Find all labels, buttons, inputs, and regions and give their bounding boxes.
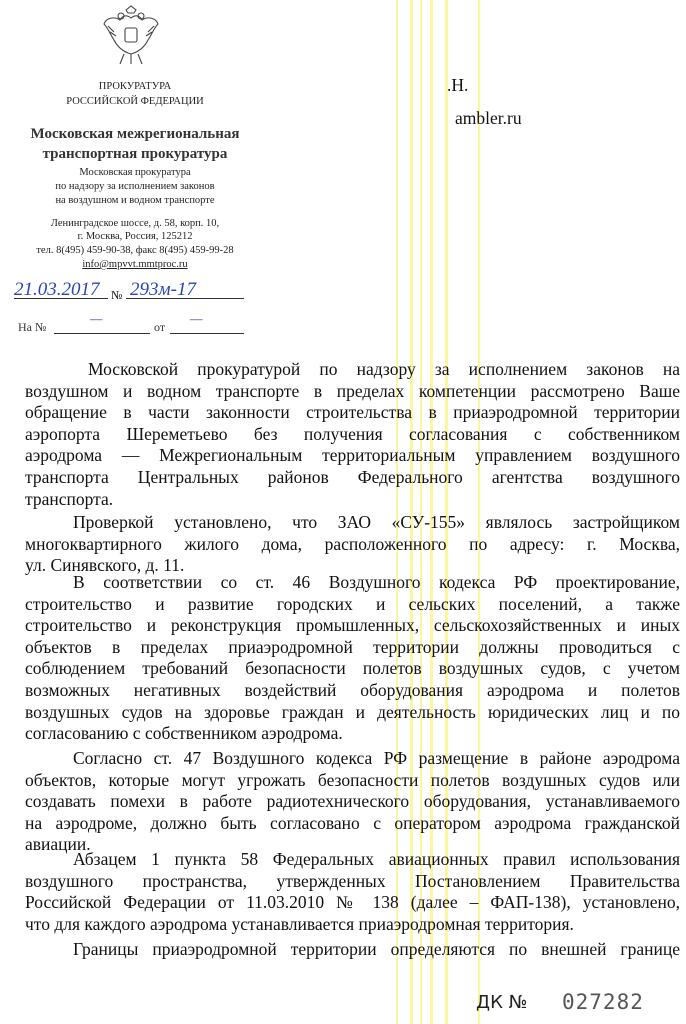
ref-date: — <box>190 312 203 327</box>
body-line: объектов в пределах приаэродромной территории должны проводиться с <box>25 636 680 657</box>
body-line: Московской прокуратурой по надзору за исполнением законов на <box>88 359 680 379</box>
body-line: аэродрома — Межрегиональным территориальным управлением воздушного <box>25 445 680 466</box>
body-line: Проверкой установлено, что ЗАО «СУ-155» являлось застройщиком <box>73 512 680 532</box>
body-line: Российской Федерации от 11.03.2010 № 138 (далее – ФАП-138), установлено, <box>25 892 680 913</box>
body-line: транспорта Центральных районов Федерального агентства воздушного <box>25 467 680 487</box>
org-name-line2: РОССИЙСКОЙ ФЕДЕРАЦИИ <box>66 96 204 107</box>
phone-line: тел. 8(495) 459-90-38, факс 8(495) 459-99-28 <box>36 245 234 256</box>
ref-label: На № <box>18 320 47 334</box>
dk-number: 027282 <box>562 990 644 1014</box>
ref-date-underline <box>170 333 244 334</box>
body-line: согласованию с собственником аэродрома. <box>25 723 343 744</box>
body-line: аэропорта Шереметьево без получения согласования с собственником <box>25 423 680 444</box>
number-label: № <box>111 288 123 302</box>
body-line: создавать помехи в работе радиотехнического оборудования, устанавливаемого <box>25 791 680 812</box>
sub-dept-line1: Московская прокуратура <box>79 167 191 178</box>
address-line1: Ленинградское шоссе, д. 58, корп. 10, <box>50 218 220 229</box>
email-link[interactable]: info@mpvvt.mmtproc.ru <box>82 259 188 270</box>
dept-name-line1: Московская межрегиональная <box>30 126 240 142</box>
ref-number-underline <box>54 333 150 334</box>
recipient-name: .Н. <box>447 75 469 95</box>
body-line: возможных негативных воздействий оборудования аэродрома и полетов <box>25 680 680 700</box>
body-line: обращение в части законности строительства в приаэродромной территории <box>25 402 680 423</box>
recipient-email: ambler.ru <box>455 108 522 128</box>
dk-label: ДК № <box>476 992 528 1013</box>
ref-number: — <box>90 312 103 327</box>
body-line: на аэродроме, должно быть согласовано с оператором аэродрома гражданской <box>25 812 680 833</box>
body-line: В соответствии со ст. 46 Воздушного кодекса РФ проектирование, <box>73 572 680 592</box>
outgoing-date: 21.03.2017 <box>14 279 100 300</box>
org-name-line1: ПРОКУРАТУРА <box>98 81 172 92</box>
body-line: воздушных судов на здоровье граждан и деятельность юридических лиц и по <box>25 701 680 722</box>
ref-from-label: от <box>154 320 166 334</box>
body-line: транспорта. <box>25 488 114 509</box>
body-line: Границы приаэродромной территории определяются по внешней границе <box>73 939 680 959</box>
body-line: соблюдением требований безопасности полетов воздушных судов, с учетом <box>25 658 680 679</box>
body-line: объектов, которые могут угрожать безопасности полетов воздушных судов или <box>25 769 680 790</box>
coat-of-arms-emblem <box>100 4 162 68</box>
body-line: многоквартирного жилого дома, расположенного по адресу: г. Москва, <box>25 533 680 554</box>
body-line: авиации. <box>25 834 91 855</box>
sub-dept-line2: по надзору за исполнением законов <box>55 181 215 192</box>
body-line: воздушном и водном транспорте в пределах компетенции рассмотрено Ваше <box>25 380 680 401</box>
body-line: строительство и развитие городских и сельских поселений, а также <box>25 593 680 614</box>
dept-name-line2: транспортная прокуратура <box>42 146 228 162</box>
sub-dept-line3: на воздушном и водном транспорте <box>55 195 215 206</box>
body-line: строительство и реконструкция промышленных, сельскохозяйственных и иных <box>25 615 680 636</box>
body-line: что для каждого аэродрома устанавливается приаэродромная территория. <box>25 913 574 934</box>
outgoing-number: 293м-17 <box>130 279 196 300</box>
body-line: ул. Синявского, д. 11. <box>25 555 185 576</box>
body-line: воздушного пространства, утвержденных Постановлением Правительства <box>25 870 680 891</box>
body-line: Абзацем 1 пункта 58 Федеральных авиационных правил использования <box>73 849 680 869</box>
body-line: Согласно ст. 47 Воздушного кодекса РФ размещение в районе аэродрома <box>73 748 680 768</box>
address-line2: г. Москва, Россия, 125212 <box>77 231 193 242</box>
